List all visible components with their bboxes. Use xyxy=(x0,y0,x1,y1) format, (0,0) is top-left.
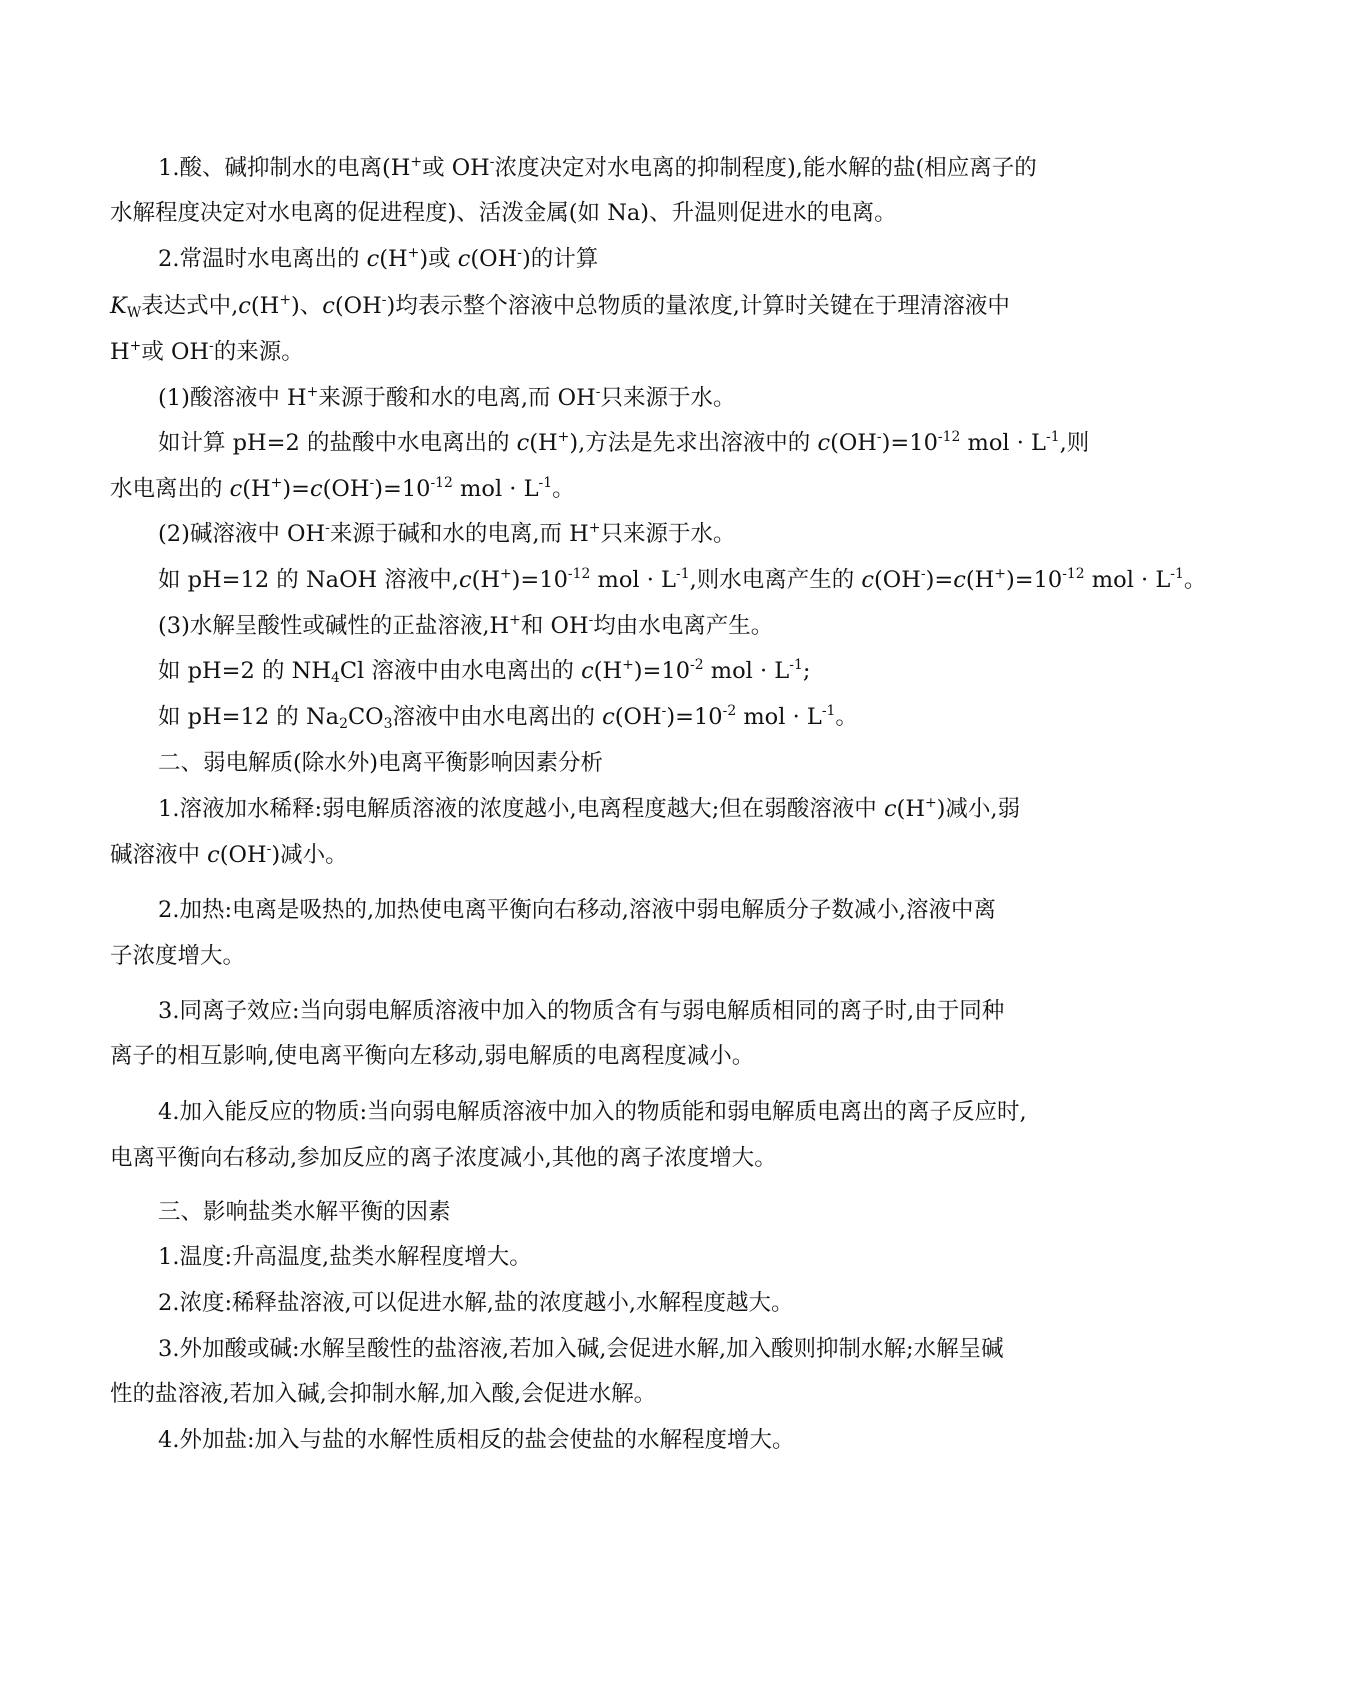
math-variable: c xyxy=(457,246,471,272)
text-run: ; xyxy=(802,658,811,684)
superscript: -1 xyxy=(1170,566,1184,583)
paragraph-line xyxy=(0,895,1348,925)
math-variable: K xyxy=(110,293,127,319)
text-run: )=10 xyxy=(511,567,568,593)
superscript: + xyxy=(270,475,283,492)
text-run: )均表示整个溶液中总物质的量浓度,计算时关键在于理清溶液中 xyxy=(386,293,1010,319)
paragraph-line xyxy=(0,996,1348,1026)
math-variable: c xyxy=(883,796,897,822)
superscript: + xyxy=(407,245,420,262)
text-run: )=10 xyxy=(881,430,938,456)
paragraph-line xyxy=(0,153,1348,183)
text-run: )= xyxy=(925,567,954,593)
text-run: (OH xyxy=(614,704,662,730)
paragraph-line xyxy=(0,611,1348,641)
text-run: 4.外加盐:加入与盐的水解性质相反的盐会使盐的水解程度增大。 xyxy=(158,1427,795,1453)
text-run: (2)碱溶液中 OH xyxy=(158,521,326,547)
paragraph-line xyxy=(0,428,1348,458)
paragraph-line xyxy=(0,565,1348,595)
superscript: + xyxy=(509,612,521,629)
text-run: ,则水电离产生的 xyxy=(689,567,862,593)
math-variable: c xyxy=(310,476,323,502)
superscript: -2 xyxy=(722,703,737,720)
text-run: 碱溶液中 xyxy=(110,842,208,868)
superscript: -2 xyxy=(690,657,704,674)
text-run: 或 OH xyxy=(422,155,490,181)
section-heading xyxy=(0,748,1348,778)
superscript: -1 xyxy=(538,475,553,492)
superscript: + xyxy=(499,566,512,583)
paragraph-line xyxy=(0,840,1300,870)
superscript: + xyxy=(557,429,570,446)
superscript: + xyxy=(410,154,423,171)
superscript: -12 xyxy=(1062,566,1085,583)
text-run: (H xyxy=(379,246,408,272)
text-run: (H xyxy=(250,293,280,319)
text-run: 3.同离子效应:当向弱电解质溶液中加入的物质含有与弱电解质相同的离子时,由于同种 xyxy=(158,998,1005,1024)
text-run: ,则 xyxy=(1059,430,1090,456)
superscript: -1 xyxy=(1046,429,1060,446)
text-run: (OH xyxy=(470,246,518,272)
paragraph-line xyxy=(0,1379,1300,1409)
paragraph-line xyxy=(0,291,1300,321)
superscript: - xyxy=(876,429,882,446)
text-run: (OH xyxy=(830,430,877,456)
text-run: (OH xyxy=(322,476,370,502)
paragraph-line xyxy=(0,1097,1348,1127)
paragraph-line xyxy=(0,794,1348,824)
section-heading xyxy=(0,1197,1348,1227)
text-run: mol · L xyxy=(736,704,822,730)
text-run: 性的盐溶液,若加入碱,会抑制水解,加入酸,会促进水解。 xyxy=(110,1381,657,1407)
superscript: - xyxy=(661,703,667,720)
math-variable: c xyxy=(516,430,530,456)
text-run: 子浓度增大。 xyxy=(110,943,246,969)
text-run: 1.溶液加水稀释:弱电解质溶液的浓度越小,电离程度越大;但在弱酸溶液中 xyxy=(158,796,884,822)
text-run: 来源于碱和水的电离,而 H xyxy=(329,521,589,547)
text-run: H xyxy=(110,339,130,365)
superscript: + xyxy=(588,520,601,537)
text-run: )减小。 xyxy=(271,842,348,868)
text-run: )=10 xyxy=(666,704,723,730)
math-variable: c xyxy=(366,246,380,272)
superscript: -1 xyxy=(676,566,690,583)
text-run: (H xyxy=(529,430,558,456)
text-run: 。 xyxy=(1183,567,1207,593)
text-run: )的计算 xyxy=(521,246,599,272)
paragraph-line xyxy=(0,941,1300,971)
paragraph-line xyxy=(0,1041,1300,1071)
text-run: 浓度决定对水电离的抑制程度),能水解的盐(相应离子的 xyxy=(494,155,1037,181)
paragraph-line xyxy=(0,474,1300,504)
superscript: - xyxy=(489,154,495,171)
superscript: - xyxy=(517,245,522,262)
text-run: )、 xyxy=(291,293,323,319)
superscript: - xyxy=(325,520,330,537)
text-run: (1)酸溶液中 H xyxy=(158,385,307,411)
text-run: 。 xyxy=(552,476,575,502)
paragraph-line xyxy=(0,244,1348,274)
paragraph-line xyxy=(0,1288,1348,1318)
paragraph-line xyxy=(0,1242,1348,1272)
text-run: 二、弱电解质(除水外)电离平衡影响因素分析 xyxy=(158,750,604,776)
superscript: - xyxy=(381,292,387,309)
text-run: 2.加热:电离是吸热的,加热使电离平衡向右移动,溶液中弱电解质分子数减小,溶液中离 xyxy=(158,897,997,923)
paragraph-line xyxy=(0,656,1348,686)
text-run: (H xyxy=(242,476,271,502)
superscript: + xyxy=(924,795,937,812)
text-run: 1.温度:升高温度,盐类水解程度增大。 xyxy=(158,1244,532,1270)
subscript: 3 xyxy=(383,715,393,732)
text-run: 。 xyxy=(835,704,858,730)
text-run: )=10 xyxy=(1005,567,1063,593)
paragraph-line xyxy=(0,337,1300,367)
paragraph-line xyxy=(0,1143,1300,1173)
text-run: (H xyxy=(896,796,925,822)
text-run: 电离平衡向右移动,参加反应的离子浓度减小,其他的离子浓度增大。 xyxy=(110,1145,777,1171)
text-run: 2.浓度:稀释盐溶液,可以促进水解,盐的浓度越小,水解程度越大。 xyxy=(158,1290,794,1316)
text-run: 和 OH xyxy=(520,613,589,639)
text-run: 水解程度决定对水电离的促进程度)、活泼金属(如 Na)、升温则促进水的电离。 xyxy=(110,200,897,226)
superscript: - xyxy=(209,338,214,355)
paragraph-line xyxy=(0,519,1348,549)
paragraph-line xyxy=(0,383,1348,413)
text-run: )= xyxy=(282,476,310,502)
text-run: 水电离出的 xyxy=(110,476,230,502)
math-variable: c xyxy=(322,293,335,319)
text-run: 如 pH=12 的 NaOH 溶液中, xyxy=(158,567,459,593)
text-run: )=10 xyxy=(374,476,431,502)
text-run: Cl 溶液中由水电离出的 xyxy=(339,658,582,684)
text-run: (H xyxy=(593,658,623,684)
text-run: (OH xyxy=(334,293,382,319)
math-variable: c xyxy=(207,842,220,868)
superscript: - xyxy=(588,612,594,629)
text-run: 离子的相互影响,使电离平衡向左移动,弱电解质的电离程度减小。 xyxy=(110,1043,755,1069)
math-variable: c xyxy=(581,658,594,684)
text-run: 只来源于水。 xyxy=(600,385,736,411)
text-run: 表达式中, xyxy=(141,293,239,319)
text-run: mol · L xyxy=(590,567,677,593)
text-run: 只来源于水。 xyxy=(600,521,736,547)
paragraph-line xyxy=(0,198,1300,228)
subscript: 4 xyxy=(330,669,340,686)
text-run: (H xyxy=(471,567,500,593)
text-run: 1.酸、碱抑制水的电离(H xyxy=(158,155,411,181)
text-run: mol · L xyxy=(960,430,1046,456)
text-run: (H xyxy=(965,567,995,593)
math-variable: c xyxy=(953,567,966,593)
superscript: - xyxy=(595,384,601,401)
text-run: 4.加入能反应的物质:当向弱电解质溶液中加入的物质能和弱电解质电离出的离子反应时, xyxy=(158,1099,1027,1125)
paragraph-line xyxy=(0,1425,1348,1455)
math-variable: c xyxy=(229,476,243,502)
text-run: )减小,弱 xyxy=(936,796,1021,822)
text-run: CO xyxy=(347,704,384,730)
text-run: 来源于酸和水的电离,而 OH xyxy=(318,385,596,411)
superscript: -12 xyxy=(937,429,961,446)
text-run: 如 pH=12 的 Na xyxy=(158,704,340,730)
superscript: + xyxy=(129,338,142,355)
superscript: -1 xyxy=(789,657,803,674)
text-run: mol · L xyxy=(703,658,790,684)
superscript: + xyxy=(622,657,634,674)
superscript: - xyxy=(266,841,272,858)
text-run: (3)水解呈酸性或碱性的正盐溶液,H xyxy=(158,613,510,639)
subscript: 2 xyxy=(339,715,348,732)
text-run: 2.常温时水电离出的 xyxy=(158,246,367,272)
math-variable: c xyxy=(602,704,615,730)
superscript: -12 xyxy=(567,566,591,583)
text-run: (OH xyxy=(874,567,921,593)
superscript: + xyxy=(279,292,291,309)
text-run: 三、影响盐类水解平衡的因素 xyxy=(158,1199,451,1225)
math-variable: c xyxy=(238,293,251,319)
text-run: 如 pH=2 的 NH xyxy=(158,658,331,684)
text-run: )=10 xyxy=(633,658,691,684)
paragraph-line xyxy=(0,702,1348,732)
subscript: W xyxy=(126,304,142,321)
superscript: -1 xyxy=(821,703,836,720)
superscript: + xyxy=(994,566,1006,583)
text-run: mol · L xyxy=(452,476,539,502)
superscript: - xyxy=(920,566,926,583)
text-run: ),方法是先求出溶液中的 xyxy=(569,430,818,456)
superscript: - xyxy=(369,475,375,492)
text-run: 均由水电离产生。 xyxy=(593,613,774,639)
text-run: 的来源。 xyxy=(213,339,304,365)
math-variable: c xyxy=(458,567,472,593)
math-variable: c xyxy=(861,567,875,593)
superscript: + xyxy=(306,384,319,401)
text-run: mol · L xyxy=(1084,567,1171,593)
paragraph-line xyxy=(0,1334,1348,1364)
math-variable: c xyxy=(817,430,831,456)
text-run: 3.外加酸或碱:水解呈酸性的盐溶液,若加入碱,会促进水解,加入酸则抑制水解;水解呈碱 xyxy=(158,1336,1004,1362)
text-run: 如计算 pH=2 的盐酸中水电离出的 xyxy=(158,430,517,456)
text-run: 或 OH xyxy=(141,339,210,365)
superscript: -12 xyxy=(430,475,453,492)
text-run: 溶液中由水电离出的 xyxy=(392,704,603,730)
text-run: )或 xyxy=(419,246,458,272)
text-run: (OH xyxy=(219,842,267,868)
